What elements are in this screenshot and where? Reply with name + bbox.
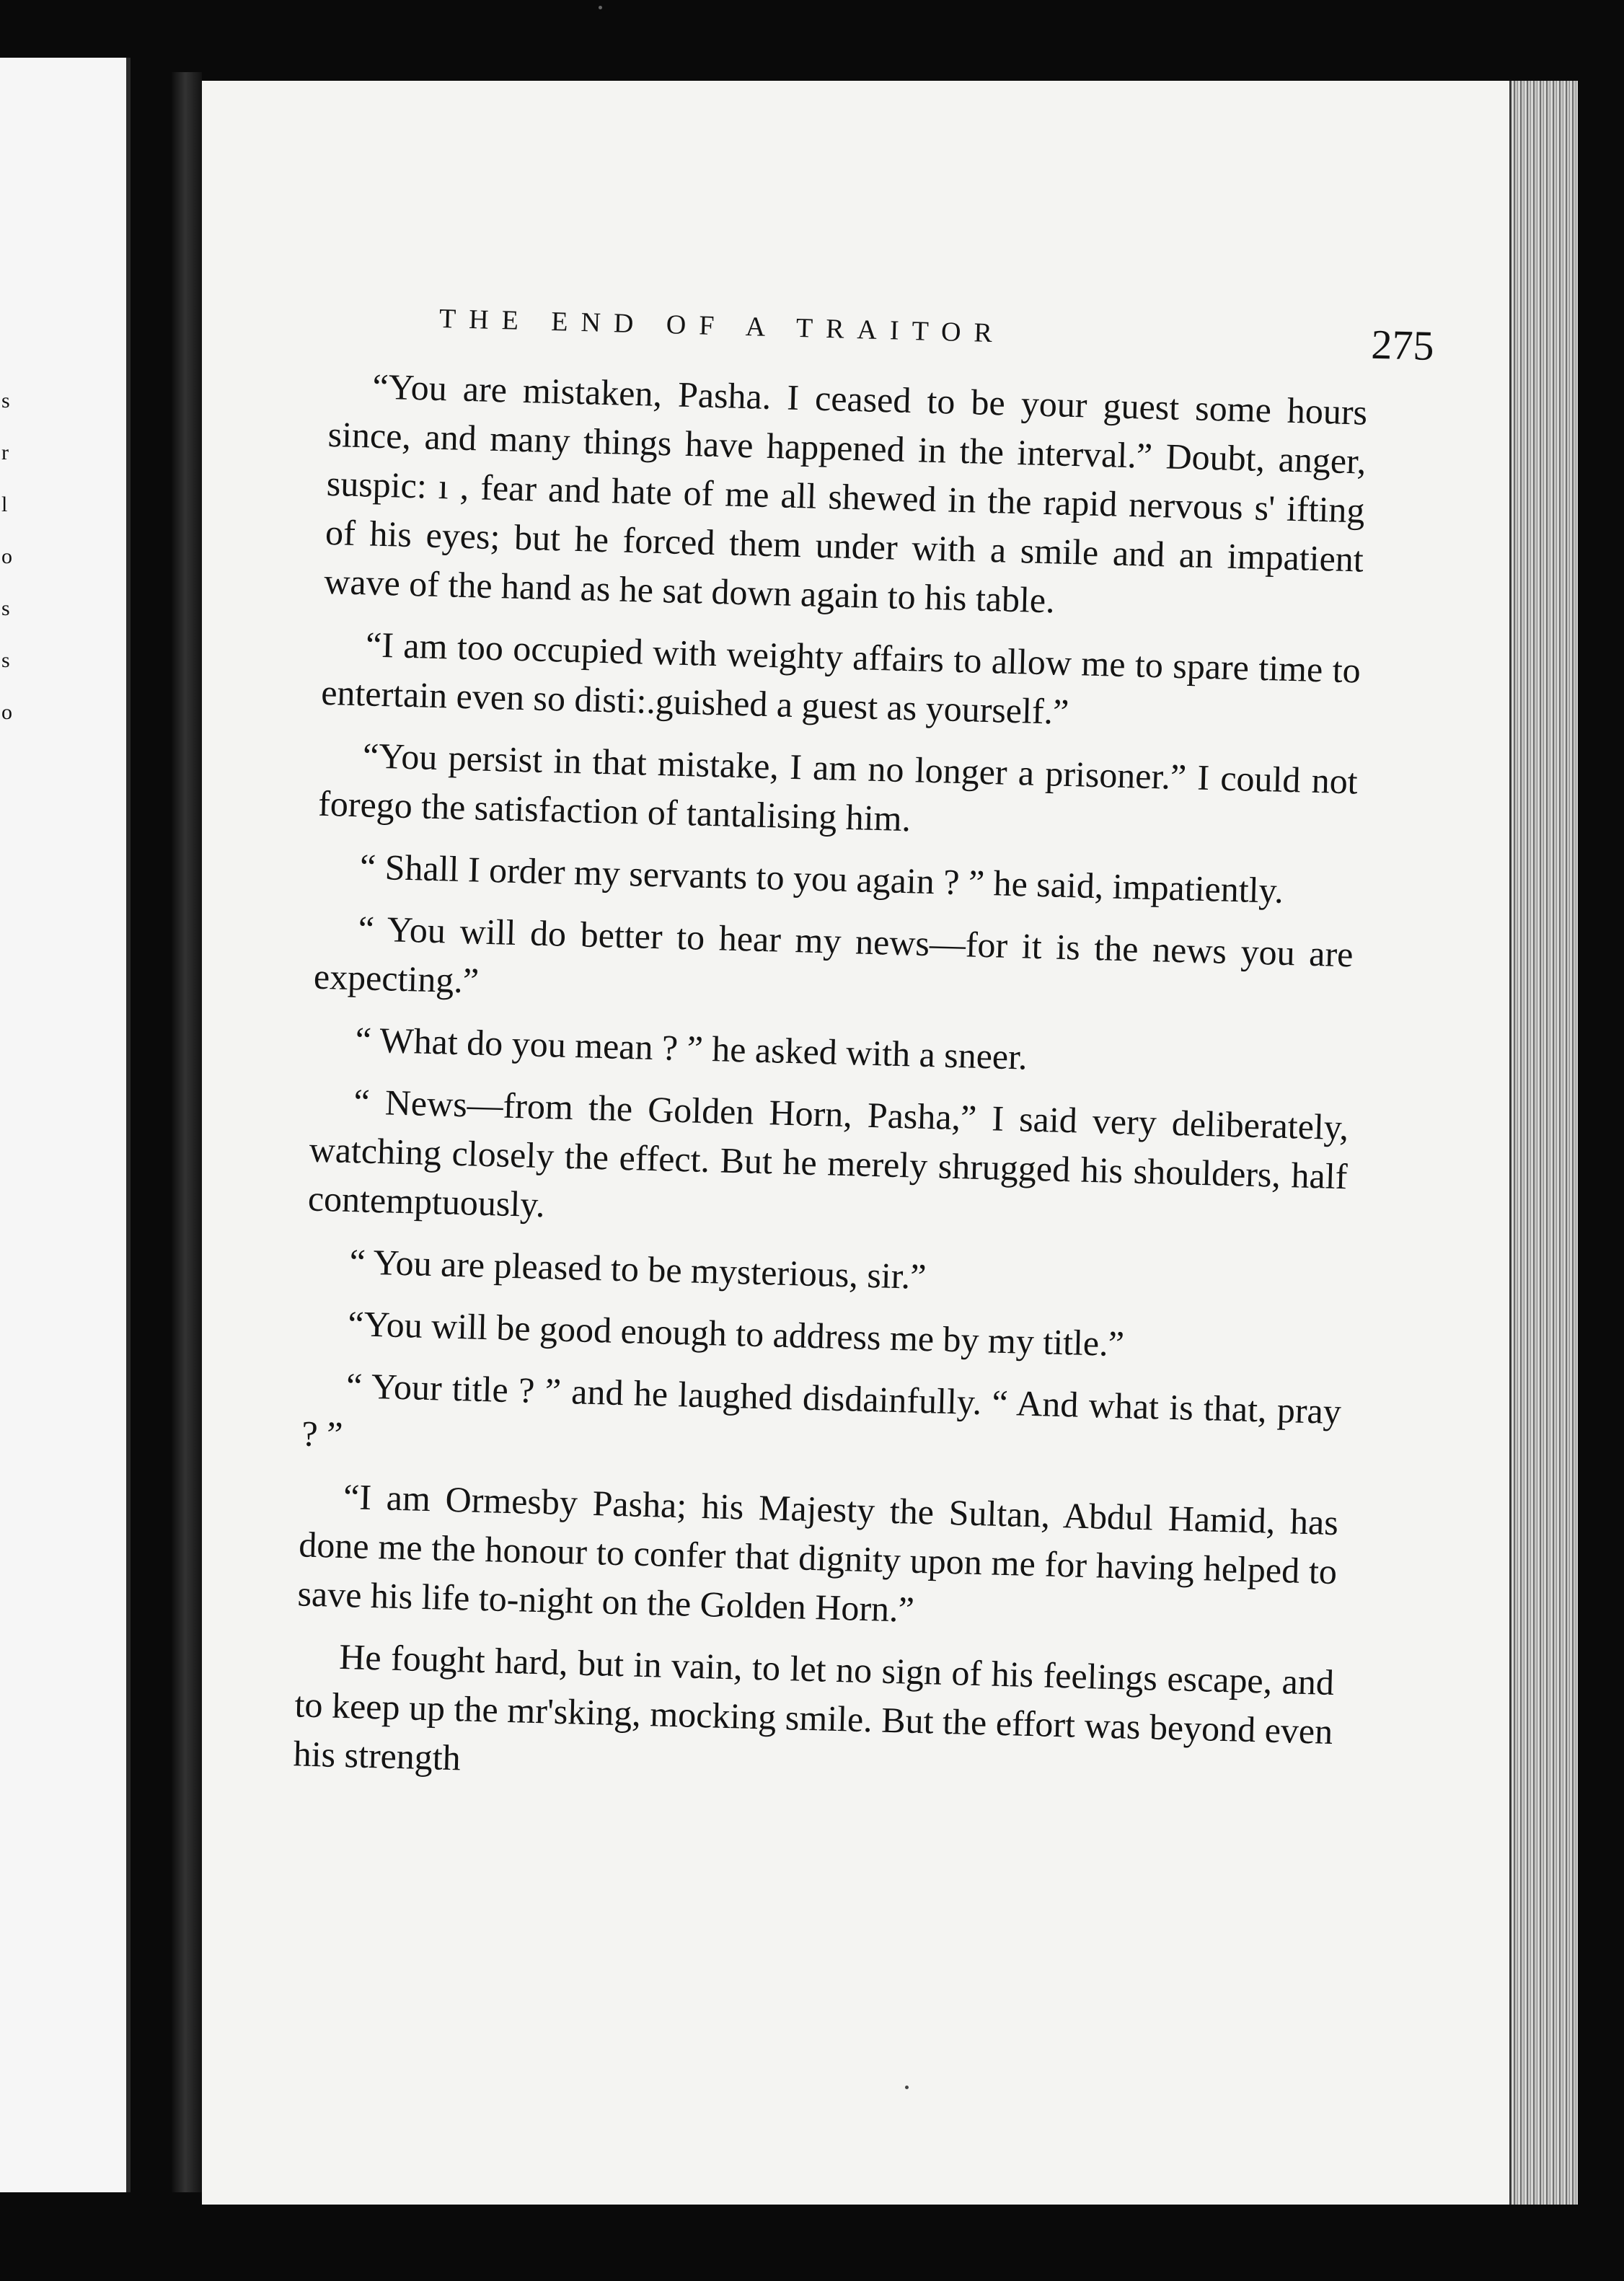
line-ending: s (1, 596, 10, 620)
paragraph: “I am Ormesby Pasha; his Majesty the Sultan, Abdul Hamid, has done me the honour to confer that dignity upon me for having helped to save his life to-night on the Golden Horn.” (296, 1476, 1339, 1630)
line-ending: s (1, 648, 10, 672)
page-number: 275 (1370, 320, 1435, 370)
line-ending: r (1, 441, 9, 464)
line-ending: o (1, 544, 12, 568)
paragraph: “ Shall I order my servants to you again ? ” he said, impatiently. (359, 846, 1284, 911)
page-block-edges (1509, 81, 1578, 2205)
scan-speck (905, 2086, 909, 2089)
paragraph: “ You are pleased to be mysterious, sir.” (349, 1241, 927, 1297)
paragraph: “I am too occupied with weighty affairs to allow me to spare time to entertain even so disti:.guished a guest as yourself.” (320, 624, 1362, 732)
line-ending: o (1, 700, 12, 724)
page-text-block (292, 290, 1435, 1818)
book-page (202, 81, 1578, 2205)
scan-speck (599, 6, 602, 9)
paragraph: “ You will do better to hear my news—for it is the news you are expecting.” (313, 908, 1354, 1001)
book-gutter (172, 72, 202, 2192)
previous-page-line-endings (1, 375, 12, 738)
line-ending: l (1, 493, 8, 516)
paragraph: “You persist in that mistake, I am no longer a prisoner.” I could not forego the satisfaction of tantalising him. (317, 735, 1359, 839)
running-title: THE END OF A TRAITOR (438, 303, 1006, 349)
running-head (330, 290, 1435, 375)
paragraph: “You will be good enough to address me by my title.” (347, 1303, 1125, 1364)
paragraph: “ Your title ? ” and he laughed disdainfully. “ And what is that, pray ? ” (301, 1365, 1342, 1455)
paragraph: “You are mistaken, Pasha. I ceased to be your guest some hours since, and many things have happened in the interval.” Doubt, anger, suspic: ı , fear and hate of me all shewed in the rapid nervous s' ifting of his eyes; but he forced them under with a smile and an impatient wave of the hand as he sat down again to his table. (323, 366, 1368, 621)
paragraph: “ What do you mean ? ” he asked with a sneer. (355, 1019, 1028, 1077)
paragraph: He fought hard, but in vain, to let no sign of his feelings escape, and to keep up the mr'sking, mocking smile. But the effort was beyond even his strength (293, 1636, 1335, 1778)
previous-page-edge (0, 58, 131, 2192)
paragraph: “ News—from the Golden Horn, Pasha,” I said very deliberately, watching closely the effect. But he merely shrugged his shoulders, half contemptuously. (307, 1081, 1349, 1225)
line-ending: s (1, 389, 10, 412)
